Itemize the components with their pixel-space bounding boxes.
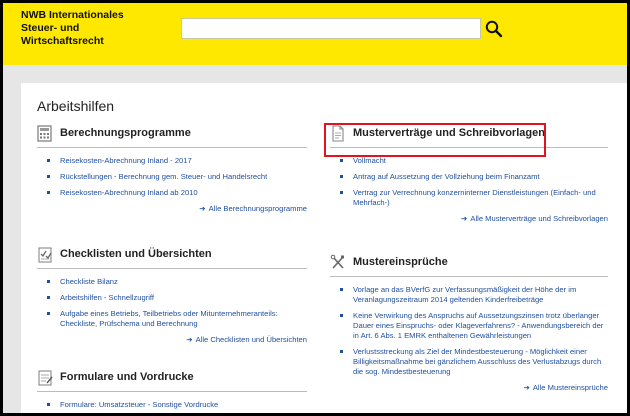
content-card bbox=[21, 83, 627, 413]
all-mustervertraege-link[interactable] bbox=[330, 214, 608, 223]
list-item[interactable] bbox=[330, 156, 608, 166]
section-header bbox=[37, 122, 307, 148]
list-item[interactable] bbox=[330, 172, 608, 182]
tools-icon bbox=[330, 254, 346, 271]
form-icon bbox=[37, 369, 53, 386]
link-text[interactable]: Reisekosten-Abrechnung Inland - 2017 bbox=[60, 156, 192, 165]
section-title: Berechnungsprogramme bbox=[60, 127, 191, 139]
list-item[interactable] bbox=[37, 188, 307, 198]
link-text[interactable]: Aufgabe eines Betriebs, Teilbetriebs oder Mitunternehmeranteils: Checkliste, Prüfschema und Berechnung bbox=[60, 309, 278, 328]
page-title: Arbeitshilfen bbox=[37, 98, 115, 114]
link-text[interactable]: Verlustsstreckung als Ziel der Mindestbesteuerung - Möglichkeit einer Billigkeitsmaßnahme bei gänzlichem Ausschluss des Verlustabzugs durch die sog. Mindestbesteuerung bbox=[353, 347, 602, 376]
link-text[interactable]: Vollmacht bbox=[353, 156, 386, 165]
all-link-label: Alle Checklisten und Übersichten bbox=[195, 335, 307, 344]
arrow-right-icon: ➔ bbox=[186, 335, 193, 344]
list-item[interactable] bbox=[37, 156, 307, 166]
logo-line-2: Steuer- und bbox=[21, 22, 80, 34]
all-link-label: Alle Berechnungsprogramme bbox=[208, 204, 307, 213]
all-link-label: Alle Mustereinsprüche bbox=[532, 383, 608, 392]
section-formulare bbox=[37, 366, 307, 413]
browser-frame bbox=[3, 3, 627, 413]
section-mustereinsprueche bbox=[330, 251, 608, 392]
link-text[interactable]: Vorlage an das BVerfG zur Verfassungsmäßigkeit der Höhe der im Veranlagungszeitraum 2014 geltenden Kinderfreibeträge bbox=[353, 285, 577, 304]
section-header bbox=[37, 243, 307, 269]
all-berechnungsprogramme-link[interactable] bbox=[37, 204, 307, 213]
list-item[interactable] bbox=[330, 347, 608, 377]
calculator-icon bbox=[37, 125, 53, 142]
list-item[interactable] bbox=[37, 309, 307, 329]
all-link-label: Alle Musterverträge und Schreibvorlagen bbox=[470, 214, 608, 223]
section-berechnungsprogramme bbox=[37, 122, 307, 213]
list-item[interactable] bbox=[330, 285, 608, 305]
all-mustereinsprueche-link[interactable] bbox=[330, 383, 608, 392]
search-input[interactable] bbox=[181, 18, 481, 39]
link-text[interactable]: Vertrag zur Verrechnung konzerninterner Dienstleistungen (Einfach- und Mehrfach-) bbox=[353, 188, 596, 207]
header-bar bbox=[3, 3, 627, 65]
search-icon bbox=[484, 19, 504, 39]
section-title: Checklisten und Übersichten bbox=[60, 248, 212, 260]
logo-line-3: Wirtschaftsrecht bbox=[21, 35, 104, 47]
section-title: Formulare und Vordrucke bbox=[60, 371, 194, 383]
arrow-right-icon: ➔ bbox=[461, 214, 468, 223]
search-button[interactable] bbox=[484, 19, 504, 39]
link-text[interactable]: Keine Verwirkung des Anspruchs auf Aussetzungszinsen trotz überlanger Dauer eines Einspruchs- oder Klageverfahrens? - Anwendungsbereich der in Art. 6 Abs. 1 EMRK enthaltenen Gewährleistungen bbox=[353, 311, 604, 340]
list-item[interactable] bbox=[330, 188, 608, 208]
highlight-box bbox=[324, 123, 546, 157]
link-text[interactable]: Antrag auf Aussetzung der Vollziehung beim Finanzamt bbox=[353, 172, 540, 181]
list-item[interactable] bbox=[37, 277, 307, 287]
list-item[interactable] bbox=[37, 172, 307, 182]
section-header bbox=[330, 251, 608, 277]
list-item[interactable] bbox=[37, 400, 307, 410]
all-checklisten-link[interactable] bbox=[37, 335, 307, 344]
link-text[interactable]: Rückstellungen - Berechnung gem. Steuer- und Handelsrecht bbox=[60, 172, 268, 181]
arrow-right-icon: ➔ bbox=[523, 383, 530, 392]
section-header bbox=[37, 366, 307, 392]
list-item[interactable] bbox=[330, 311, 608, 341]
section-checklisten bbox=[37, 243, 307, 344]
link-text[interactable]: Formulare: Umsatzsteuer - Sonstige Vordrucke bbox=[60, 400, 219, 409]
list-item[interactable] bbox=[37, 293, 307, 303]
arrow-right-icon: ➔ bbox=[199, 204, 206, 213]
logo[interactable] bbox=[21, 9, 171, 48]
section-title: Musterverträge und Schreibvorlagen bbox=[353, 127, 545, 139]
link-text[interactable]: Checkliste Bilanz bbox=[60, 277, 118, 286]
checklist-icon bbox=[37, 246, 53, 263]
logo-line-1: NWB Internationales bbox=[21, 9, 124, 21]
section-title: Mustereinsprüche bbox=[353, 256, 448, 268]
link-text[interactable]: Reisekosten-Abrechnung Inland ab 2010 bbox=[60, 188, 198, 197]
link-text[interactable]: Arbeitshilfen - Schnellzugriff bbox=[60, 293, 154, 302]
